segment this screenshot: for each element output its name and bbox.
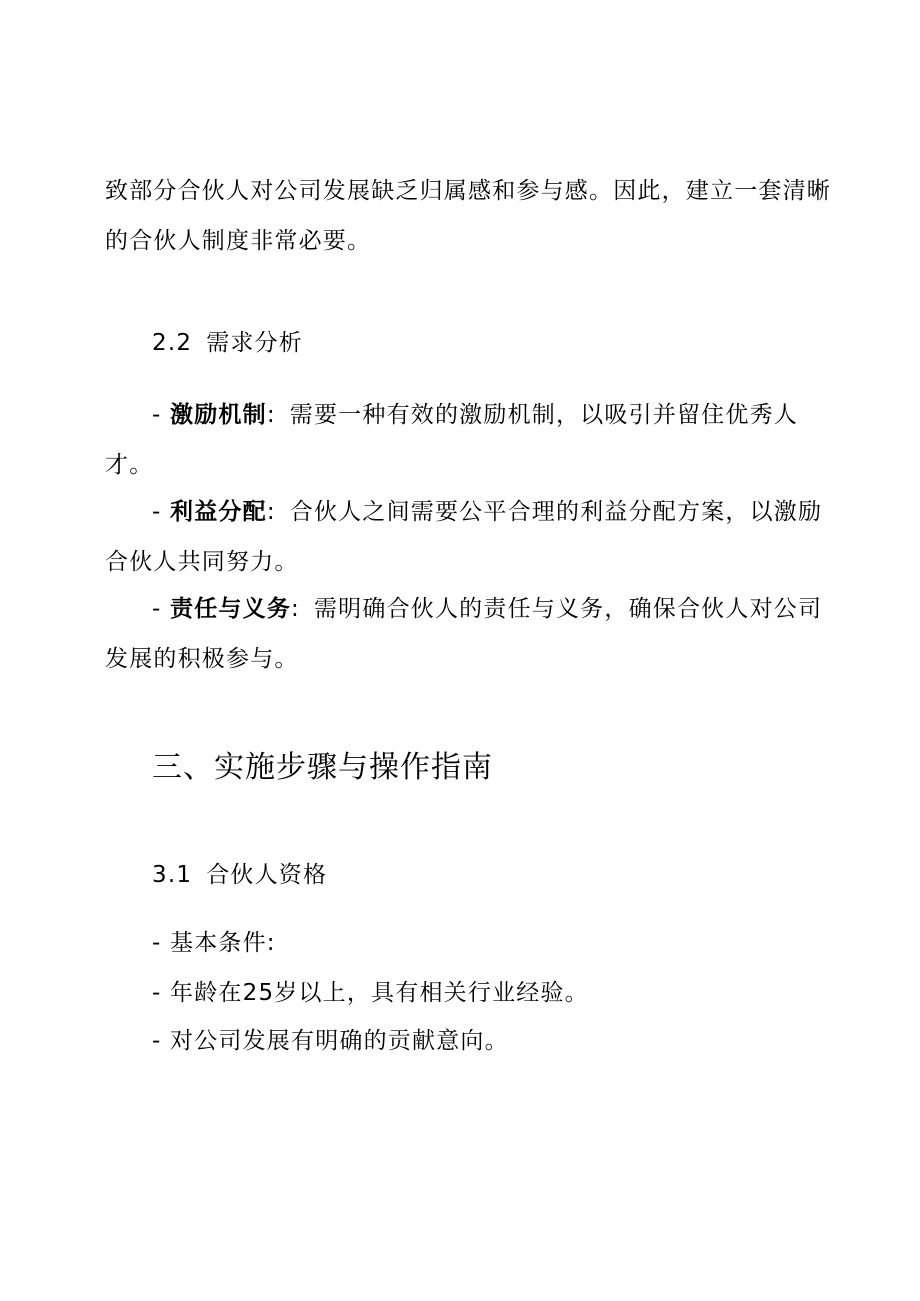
list-text: 合伙人之间需要公平合理的利益分配方案，以激励 bbox=[289, 499, 823, 525]
list-item-responsibility-continued: 发展的积极参与。 bbox=[105, 646, 299, 672]
list-text: 需明确合伙人的责任与义务，确保合伙人对公司 bbox=[313, 596, 823, 622]
list-item-incentive-continued: 才。 bbox=[105, 452, 154, 478]
section-number: 3.1 bbox=[152, 862, 193, 888]
condition-item: - 年龄在25岁以上，具有相关行业经验。 bbox=[152, 980, 589, 1006]
basic-conditions-label: - 基本条件: bbox=[152, 930, 276, 956]
section-3-1-heading bbox=[152, 860, 327, 890]
list-text: 需要一种有效的激励机制，以吸引并留住优秀人 bbox=[289, 402, 798, 428]
list-bullet: - bbox=[152, 499, 171, 525]
chapter-3-heading: 三、实施步骤与操作指南 bbox=[152, 750, 493, 785]
list-colon: : bbox=[266, 499, 276, 525]
list-term: 激励机制 bbox=[170, 402, 267, 428]
list-term: 利益分配 bbox=[170, 499, 267, 525]
list-item-profit-distribution bbox=[152, 497, 822, 527]
list-bullet: - bbox=[152, 402, 171, 428]
list-colon: : bbox=[291, 596, 300, 622]
list-item-responsibility bbox=[152, 594, 822, 624]
intro-paragraph-line-2: 的合伙人制度非常必要。 bbox=[105, 228, 372, 254]
intro-paragraph-line-1: 致部分合伙人对公司发展缺乏归属感和参与感。因此，建立一套清晰 bbox=[105, 178, 831, 204]
section-number: 2.2 bbox=[152, 330, 193, 356]
list-bullet: - bbox=[152, 596, 171, 622]
condition-item: - 对公司发展有明确的贡献意向。 bbox=[152, 1028, 509, 1054]
section-title: 需求分析 bbox=[206, 330, 303, 356]
list-item-profit-distribution-continued: 合伙人共同努力。 bbox=[105, 549, 299, 575]
list-term: 责任与义务 bbox=[170, 596, 292, 622]
section-title: 合伙人资格 bbox=[206, 862, 328, 888]
section-2-2-heading bbox=[152, 328, 303, 358]
list-colon: : bbox=[266, 402, 276, 428]
list-item-incentive bbox=[152, 400, 798, 430]
